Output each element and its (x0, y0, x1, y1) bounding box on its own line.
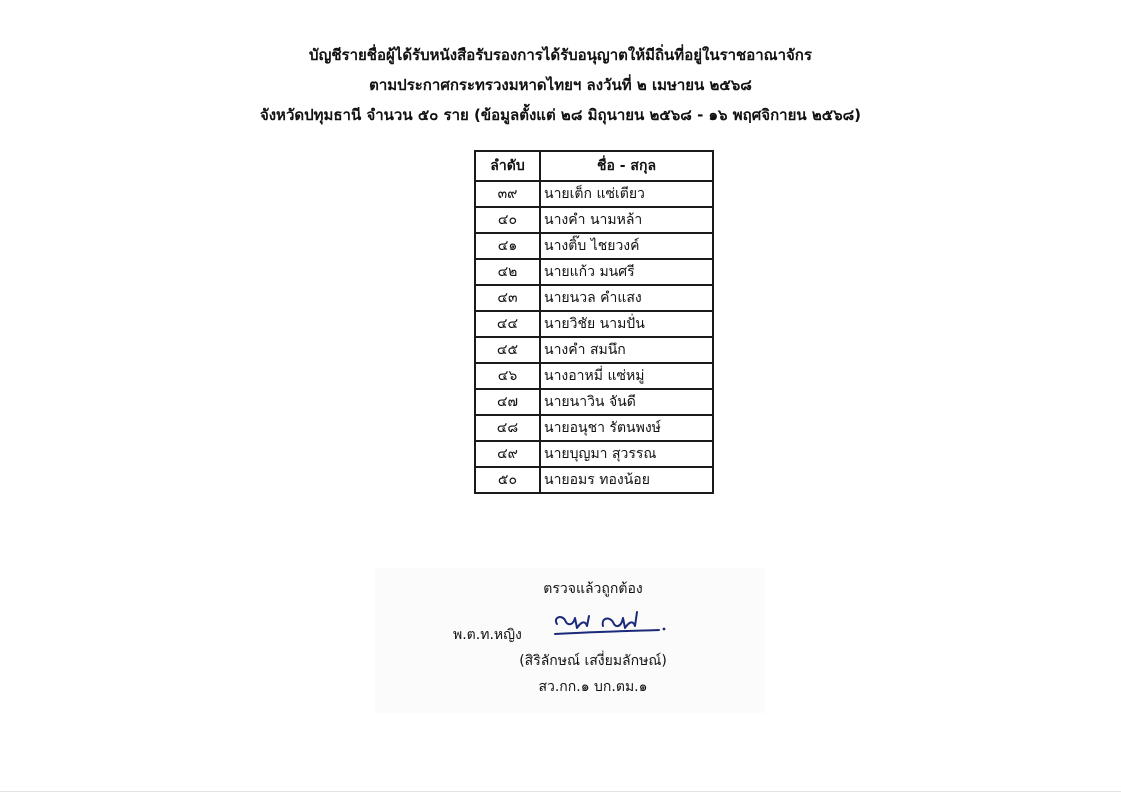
row-name: นายบุญมา สุวรรณ (540, 441, 713, 467)
names-table (474, 150, 714, 494)
row-name: นายนวล คำแสง (540, 285, 713, 311)
row-number: ๕๐ (475, 467, 540, 493)
officer-rank: พ.ต.ท.หญิง (453, 627, 522, 643)
document-title-line-3: จังหวัดปทุมธานี จำนวน ๕๐ ราย (ข้อมูลตั้งแต่ ๒๘ มิถุนายน ๒๕๖๘ - ๑๖ พฤศจิกายน ๒๕๖๘) (259, 106, 862, 124)
column-header-number: ลำดับ (475, 151, 540, 181)
row-number: ๔๐ (475, 207, 540, 233)
row-name: นายวิชัย นามปั่น (540, 311, 713, 337)
row-name: นางติ๊บ ไชยวงค์ (540, 233, 713, 259)
table-row (475, 363, 713, 389)
document-title-line-1: บัญชีรายชื่อผู้ได้รับหนังสือรับรองการได้รับอนุญาตให้มีถิ่นที่อยู่ในราชอาณาจักร (309, 46, 812, 64)
row-number: ๓๙ (475, 181, 540, 207)
row-number: ๔๑ (475, 233, 540, 259)
row-number: ๔๕ (475, 337, 540, 363)
row-name: นายแก้ว มนศรี (540, 259, 713, 285)
document-title-line-2: ตามประกาศกระทรวงมหาดไทยฯ ลงวันที่ ๒ เมษายน ๒๕๖๘ (369, 76, 752, 94)
row-number: ๔๙ (475, 441, 540, 467)
row-name: นางคำ สมนึก (540, 337, 713, 363)
table-row (475, 415, 713, 441)
row-name: นายนาวิน จันดี (540, 389, 713, 415)
table-row (475, 311, 713, 337)
table-row (475, 441, 713, 467)
row-name: นายอมร ทองน้อย (540, 467, 713, 493)
table-row (475, 337, 713, 363)
row-number: ๔๖ (475, 363, 540, 389)
table-row (475, 285, 713, 311)
row-number: ๔๓ (475, 285, 540, 311)
table-header-row (475, 151, 713, 181)
officer-position: สว.กก.๑ บก.ตม.๑ (538, 679, 648, 695)
table-row (475, 233, 713, 259)
table-row (475, 389, 713, 415)
verified-text: ตรวจแล้วถูกต้อง (543, 581, 643, 597)
row-number: ๔๒ (475, 259, 540, 285)
row-number: ๔๘ (475, 415, 540, 441)
row-number: ๔๗ (475, 389, 540, 415)
row-name: นายเต็ก แซ่เตียว (540, 181, 713, 207)
column-header-name: ชื่อ - สกุล (540, 151, 713, 181)
row-name: นางอาหมี่ แซ่หมู่ (540, 363, 713, 389)
row-number: ๔๔ (475, 311, 540, 337)
handwritten-signature (551, 604, 671, 638)
row-name: นางคำ นามหล้า (540, 207, 713, 233)
page-bottom-divider (0, 791, 1121, 792)
table-row (475, 181, 713, 207)
certification-block (375, 568, 765, 713)
row-name: นายอนุชา รัตนพงษ์ (540, 415, 713, 441)
table-row (475, 207, 713, 233)
table-row (475, 259, 713, 285)
officer-full-name: (สิริลักษณ์ เสงี่ยมลักษณ์) (519, 653, 667, 669)
table-row (475, 467, 713, 493)
